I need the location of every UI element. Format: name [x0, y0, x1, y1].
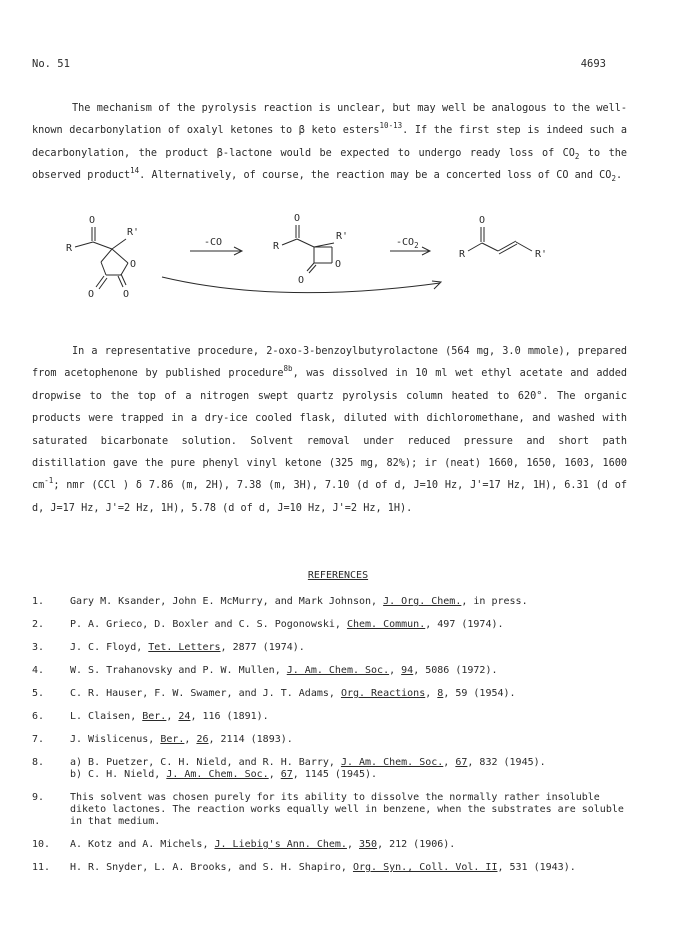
atom-label: R' — [336, 231, 349, 242]
reference-item: 2. P. A. Grieco, D. Boxler and C. S. Pogonowski, Chem. Commun., 497 (1974). — [32, 619, 504, 630]
reference-item: 5. C. R. Hauser, F. W. Swamer, and J. T. Adams, Org. Reactions, 8, 59 (1954). — [32, 688, 516, 699]
reference-item: 9. This solvent was chosen purely for its ability to dissolve the normally rather insoluble diketo lactones. The reaction works equally well in benzene, when the substrates are soluble in that medium. — [32, 792, 624, 827]
atom-label: O — [479, 215, 486, 226]
reaction-scheme — [30, 205, 650, 315]
reference-item: 4. W. S. Trahanovsky and P. W. Mullen, J. Am. Chem. Soc., 94, 5086 (1972). — [32, 665, 498, 676]
reference-item: 6. L. Claisen, Ber., 24, 116 (1891). — [32, 711, 269, 722]
reference-item: 7. J. Wislicenus, Ber., 26, 2114 (1893). — [32, 734, 293, 745]
mechanism-paragraph: The mechanism of the pyrolysis reaction is unclear, but may well be analogous to the well-known decarbonylation of oxalyl ketones to β keto esters$^{10-13}$. If the first step is indeed such a decarbonylation, the product β-lactone would be expected to undergo ready loss of $CO_2$ to the observed product$^{14}$. Alternatively, of course, the reaction may be a concerted loss of CO and $CO_2$. — [32, 103, 627, 184]
reference-item: 11. H. R. Snyder, L. A. Brooks, and S. H. Shapiro, Org. Syn., Coll. Vol. II, 531 (1943). — [32, 862, 576, 873]
vinyl-ketone-structure — [468, 227, 532, 254]
atom-label: R — [459, 249, 466, 260]
decarbonylation-arrow — [190, 247, 242, 255]
decarboxylation-arrow — [390, 247, 430, 255]
reference-item: 8. a) B. Puetzer, C. H. Nield, and R. H. Barry, J. Am. Chem. Soc., 67, 832 (1945). b) C. H. Nield, J. Am. Chem. Soc., 67, 1145 (1945). — [32, 757, 546, 780]
arrow-label-co: -CO — [204, 237, 223, 248]
reference-item: 10. A. Kotz and A. Michels, J. Liebig's Ann. Chem., 350, 212 (1906). — [32, 839, 456, 850]
atom-label: O — [130, 259, 137, 270]
atom-label: R' — [127, 227, 140, 238]
atom-label: R' — [535, 249, 548, 260]
arrow-label-co2: $-CO_2$ — [396, 237, 419, 250]
starting-lactone-structure — [75, 227, 128, 289]
journal-issue-number: No. 51 — [32, 58, 70, 70]
atom-label: O — [335, 259, 342, 270]
reference-item: 1. Gary M. Ksander, John E. McMurry, and Mark Johnson, J. Org. Chem., in press. — [32, 596, 528, 607]
atom-label: R — [66, 243, 73, 254]
atom-label: O — [298, 275, 305, 286]
reference-item: 3. J. C. Floyd, Tet. Letters, 2877 (1974). — [32, 642, 305, 653]
references-list — [32, 596, 632, 885]
references-heading: REFERENCES — [307, 570, 369, 581]
beta-lactone-structure — [282, 225, 334, 273]
atom-label: O — [88, 289, 95, 300]
atom-label: O — [89, 215, 96, 226]
atom-label: O — [123, 289, 130, 300]
atom-label: O — [294, 213, 301, 224]
atom-label: R — [273, 241, 280, 252]
experimental-paragraph: In a representative procedure, 2-oxo-3-benzoylbutyrolactone (564 mg, 3.0 mmole), prepared from acetophenone by published procedure$^{8b}$, was dissolved in 10 ml wet ethyl acetate and added dropwise to the top of a nitrogen swept quartz pyrolysis column heated to 620°. The organic products were trapped in a dry-ice cooled flask, diluted with dichloromethane, and washed with saturated bicarbonate solution. Solvent removal under reduced pressure and short path distillation gave the pure phenyl vinyl ketone (325 mg, 82%); ir (neat) 1660, 1650, 1603, 1600 $cm^{-1}$; nmr (CCl ) δ 7.86 (m, 2H), 7.38 (m, 3H), 7.10 (d of d, J=10 Hz, J'=17 Hz, 1H), 6.31 (d of d, J=17 Hz, J'=2 Hz, 1H), 5.78 (d of d, J=10 Hz, J'=2 Hz, 1H). — [32, 346, 628, 514]
page-number: 4693 — [580, 58, 606, 70]
